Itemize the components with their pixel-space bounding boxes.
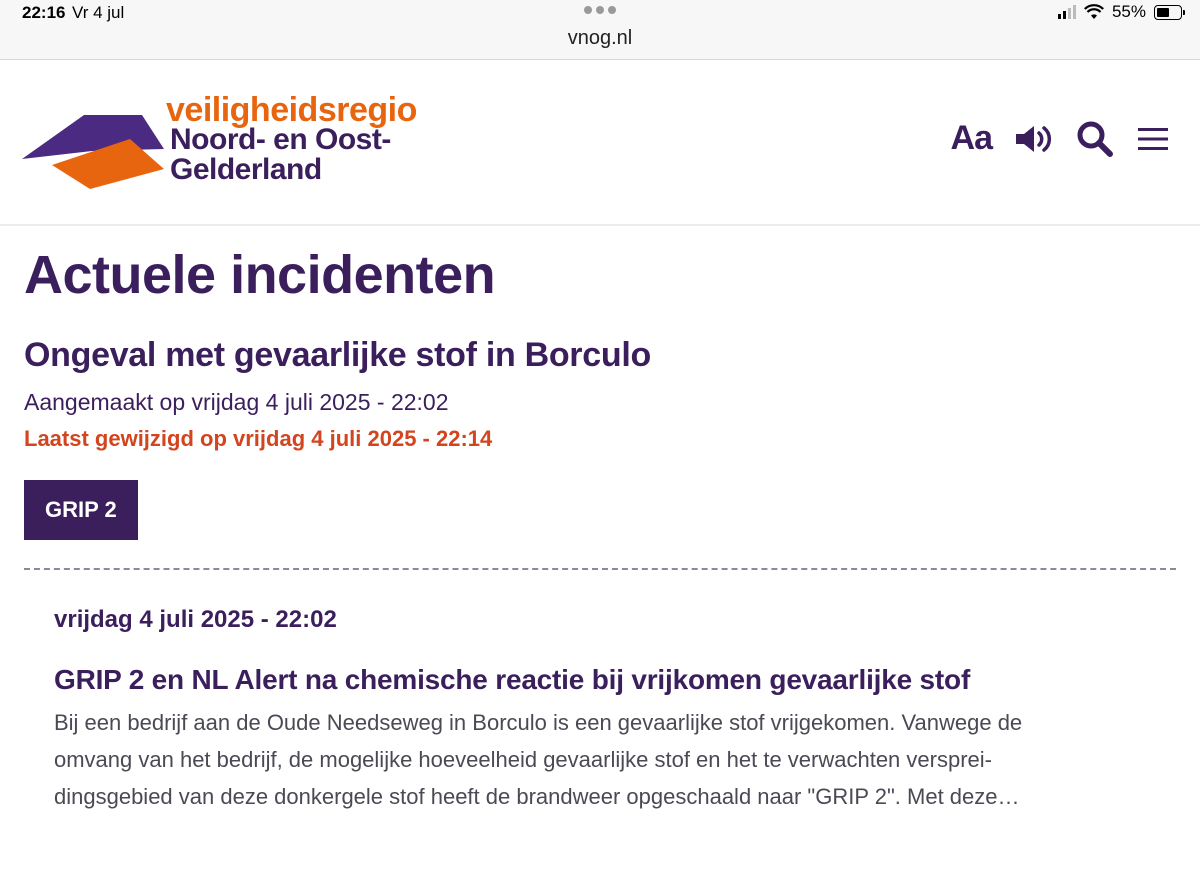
battery-icon: [1154, 5, 1182, 20]
hamburger-menu-icon: [1136, 125, 1170, 153]
logo-mark-icon: [22, 109, 182, 189]
update-body-line: dingsgebied van deze donkergele stof heeft de brandweer opgeschaald naar "GRIP 2". Met deze…: [54, 784, 1020, 809]
speaker-icon: [1014, 123, 1054, 155]
status-indicators: [1058, 2, 1182, 22]
text-size-button[interactable]: Aa: [950, 119, 992, 157]
incident-update: [54, 606, 1154, 815]
wifi-icon: [1084, 4, 1104, 20]
menu-button[interactable]: [1136, 125, 1170, 153]
update-body: [54, 704, 1154, 815]
incident-modified-date: Laatst gewijzigd op vrijdag 4 juli 2025 - 22:14: [24, 426, 493, 451]
main-content: [24, 228, 1176, 815]
update-body-line: omvang van het bedrijf, de mogelijke hoeveelheid gevaarlijke stof en het te verwachten versprei-: [54, 747, 992, 772]
dashed-divider: [24, 568, 1176, 570]
site-logo[interactable]: [22, 91, 417, 201]
address-bar-url[interactable]: vnog.nl: [567, 27, 633, 49]
status-time: 22:16: [22, 3, 66, 22]
grip-level-badge: GRIP 2: [24, 480, 138, 540]
update-date: vrijdag 4 juli 2025 - 22:02: [54, 606, 337, 633]
update-body-line: Bij een bedrijf aan de Oude Needseweg in Borculo is een gevaarlijke stof vrijgekomen. Vanwege de: [54, 710, 1023, 735]
status-date: Vr 4 jul: [72, 3, 125, 22]
page-title: Actuele incidenten: [24, 245, 496, 305]
battery-percentage: 55%: [1111, 2, 1146, 21]
battery-fill: [1157, 8, 1169, 17]
search-icon: [1076, 120, 1114, 158]
logo-text-gelderland: Gelderland: [170, 153, 322, 186]
cellular-signal-icon: [1058, 5, 1076, 19]
read-aloud-button[interactable]: [1014, 123, 1054, 155]
header-tools: [951, 119, 1170, 158]
logo-text-noord-en-oost: Noord- en Oost-: [170, 123, 391, 156]
search-button[interactable]: [1076, 120, 1114, 158]
incident-created-date: Aangemaakt op vrijdag 4 juli 2025 - 22:02: [24, 389, 449, 415]
logo-text-veiligheidsregio: veiligheidsregio: [166, 91, 417, 129]
incident-title: Ongeval met gevaarlijke stof in Borculo: [24, 336, 651, 374]
multitasking-dots-icon[interactable]: [584, 6, 616, 14]
status-bar: [0, 0, 1200, 60]
update-title[interactable]: GRIP 2 en NL Alert na chemische reactie bij vrijkomen gevaarlijke stof: [54, 664, 971, 695]
site-header: [0, 61, 1200, 226]
